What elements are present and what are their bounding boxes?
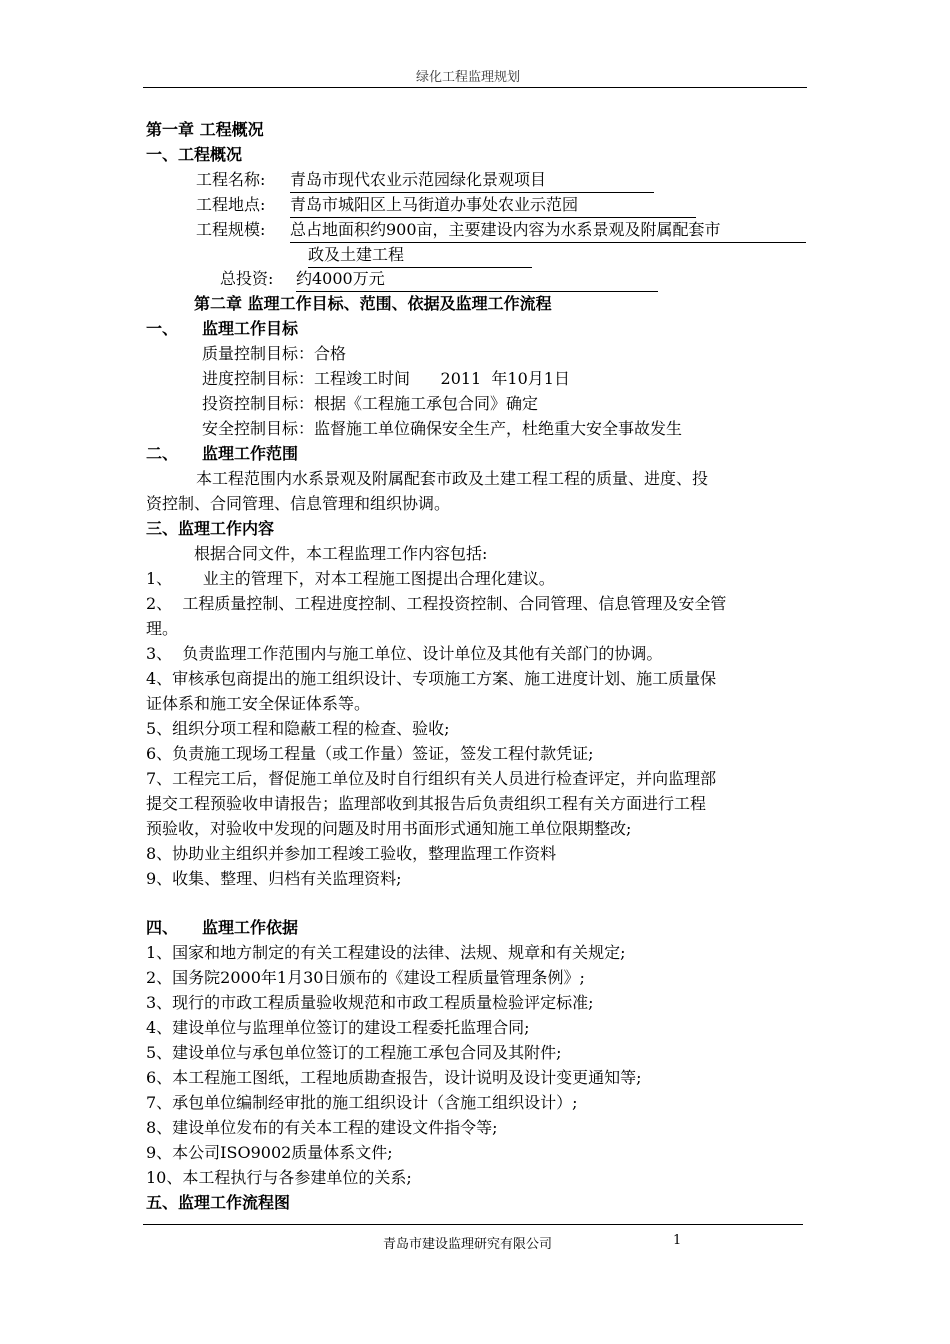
basis-line: 2、国务院2000年1月30日颁布的《建设工程质量管理条例》; [146, 968, 585, 987]
footer-rule [143, 1224, 803, 1225]
goal-safety: 安全控制目标：监督施工单位确保安全生产，杜绝重大安全事故发生 [202, 419, 683, 438]
content-line: 2、 工程质量控制、工程进度控制、工程投资控制、合同管理、信息管理及安全管 [146, 594, 727, 613]
goal-quality: 质量控制目标：合格 [202, 344, 347, 363]
field-name-label: 工程名称: [196, 170, 266, 189]
sec2-num: 二、 [146, 444, 179, 463]
sec3-title: 三、监理工作内容 [146, 519, 275, 538]
content-line: 6、负责施工现场工程量（或工作量）签证，签发工程付款凭证; [146, 744, 594, 763]
basis-line: 10、本工程执行与各参建单位的关系; [146, 1168, 412, 1187]
page-number: 1 [673, 1233, 682, 1248]
field-scale-value: 总占地面积约900亩，主要建设内容为水系景观及附属配套市 [290, 218, 806, 243]
section1-title: 一、工程概况 [146, 145, 243, 164]
basis-line: 6、本工程施工图纸，工程地质勘查报告，设计说明及设计变更通知等; [146, 1068, 642, 1087]
sec1-num: 一、 [146, 319, 179, 338]
chapter2-title: 第二章 监理工作目标、范围、依据及监理工作流程 [194, 294, 552, 313]
field-location-label: 工程地点: [196, 195, 266, 214]
goal-schedule: 进度控制目标：工程竣工时间 2011 年10月1日 [202, 369, 570, 388]
basis-line: 9、本公司ISO9002质量体系文件; [146, 1143, 393, 1162]
sec2-title: 监理工作范围 [202, 444, 299, 463]
content-line: 5、组织分项工程和隐蔽工程的检查、验收; [146, 719, 450, 738]
header-rule [143, 87, 807, 88]
content-line: 理。 [146, 619, 179, 638]
field-investment-value: 约4000万元 [296, 267, 658, 292]
basis-line: 3、现行的市政工程质量验收规范和市政工程质量检验评定标准; [146, 993, 594, 1012]
content-line: 预验收，对验收中发现的问题及时用书面形式通知施工单位限期整改; [146, 819, 632, 838]
basis-line: 8、建设单位发布的有关本工程的建设文件指令等; [146, 1118, 498, 1137]
basis-line: 1、国家和地方制定的有关工程建设的法律、法规、规章和有关规定; [146, 943, 626, 962]
content-intro: 根据合同文件，本工程监理工作内容包括: [194, 544, 488, 563]
field-scale-value-cont: 政及土建工程 [308, 243, 532, 268]
sec4-num: 四、 [146, 918, 179, 937]
scope-line-1: 本工程范围内水系景观及附属配套市政及土建工程工程的质量、进度、投 [196, 469, 709, 488]
sec1-title: 监理工作目标 [202, 319, 299, 338]
sec5-title: 五、监理工作流程图 [146, 1193, 291, 1212]
content-line: 1、 业主的管理下，对本工程施工图提出合理化建议。 [146, 569, 555, 588]
field-scale-label: 工程规模: [196, 220, 266, 239]
content-line: 3、 负责监理工作范围内与施工单位、设计单位及其他有关部门的协调。 [146, 644, 663, 663]
field-name-value: 青岛市现代农业示范园绿化景观项目 [290, 168, 654, 193]
field-investment-label: 总投资: [220, 269, 274, 288]
sec4-title: 监理工作依据 [202, 918, 299, 937]
content-line: 9、收集、整理、归档有关监理资料; [146, 869, 402, 888]
field-location-value: 青岛市城阳区上马街道办事处农业示范园 [290, 193, 696, 218]
basis-line: 7、承包单位编制经审批的施工组织设计（含施工组织设计）; [146, 1093, 578, 1112]
header-title: 绿化工程监理规划 [416, 70, 521, 85]
basis-line: 4、建设单位与监理单位签订的建设工程委托监理合同; [146, 1018, 530, 1037]
content-line: 8、协助业主组织并参加工程竣工验收，整理监理工作资料 [146, 844, 557, 863]
content-line: 4、审核承包商提出的施工组织设计、专项施工方案、施工进度计划、施工质量保 [146, 669, 717, 688]
chapter1-title: 第一章 工程概况 [146, 120, 264, 139]
goal-investment: 投资控制目标：根据《工程施工承包合同》确定 [202, 394, 539, 413]
content-line: 提交工程预验收申请报告；监理部收到其报告后负责组织工程有关方面进行工程 [146, 794, 707, 813]
content-line: 证体系和施工安全保证体系等。 [146, 694, 371, 713]
scope-line-2: 资控制、合同管理、信息管理和组织协调。 [146, 494, 451, 513]
content-line: 7、工程完工后，督促施工单位及时自行组织有关人员进行检查评定，并向监理部 [146, 769, 717, 788]
basis-line: 5、建设单位与承包单位签订的工程施工承包合同及其附件; [146, 1043, 562, 1062]
footer-company: 青岛市建设监理研究有限公司 [383, 1237, 553, 1252]
